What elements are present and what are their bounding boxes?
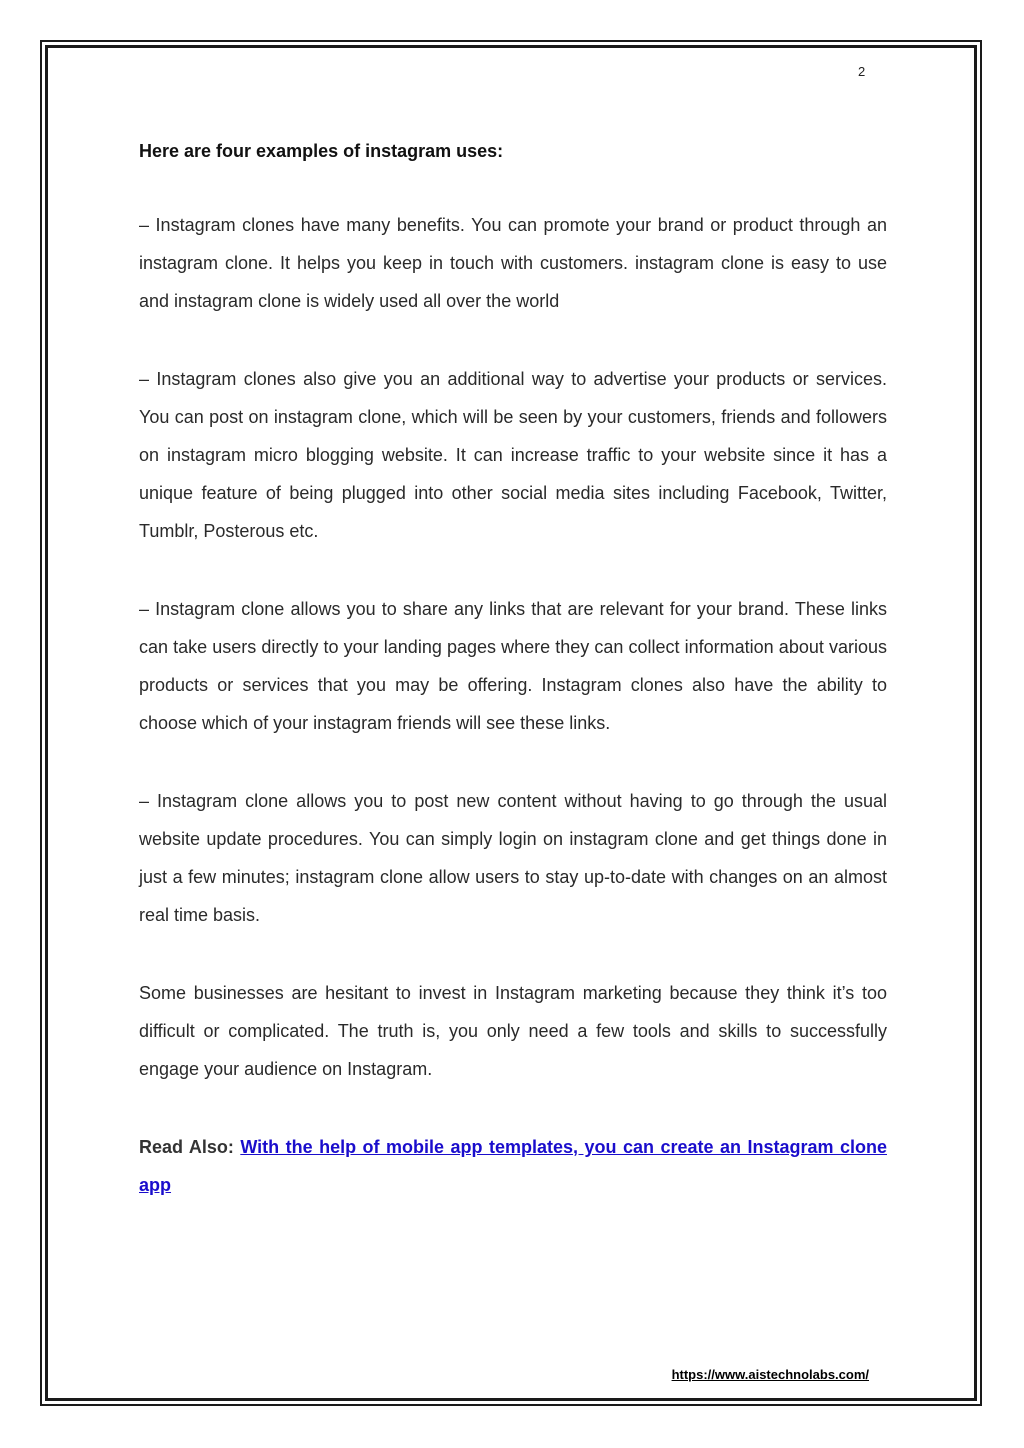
paragraph-3: – Instagram clone allows you to share any links that are relevant for your brand. These links can take users directly to your landing pages where they can collect information about various products or services that you may be offering. Instagram clones also have the ability to choose which of your instagram friends will see these links. (139, 599, 887, 733)
paragraph-5: Some businesses are hesitant to invest in Instagram marketing because they think it’s too difficult or complicated. The truth is, you only need a few tools and skills to successfully engage your audience on Instagram. (139, 983, 887, 1079)
section-heading: Here are four examples of instagram uses: (139, 141, 504, 161)
paragraph-2: – Instagram clones also give you an additional way to advertise your products or services. You can post on instagram clone, which will be seen by your customers, friends and followers on instagram micro blogging website. It can increase traffic to your website since it has a unique feature of being plugged into other social media sites including Facebook, Twitter, Tumblr, Posterous etc. (139, 369, 887, 541)
read-also (139, 1128, 887, 1204)
page-number: 2 (858, 64, 866, 79)
paragraph-4: – Instagram clone allows you to post new content without having to go through the usual website update procedures. You can simply login on instagram clone and get things done in just a few minutes; instagram clone allow users to stay up-to-date with changes on an almost real time basis. (139, 791, 887, 925)
document-body (139, 136, 887, 1204)
footer-website-link[interactable]: https://www.aistechnolabs.com/ (671, 1367, 869, 1382)
paragraph-1: – Instagram clones have many benefits. You can promote your brand or product through an instagram clone. It helps you keep in touch with customers. instagram clone is easy to use and instagram clone is widely used all over the world (139, 215, 887, 311)
read-also-link[interactable]: With the help of mobile app templates, you can create an Instagram clone app (139, 1137, 887, 1195)
read-also-label: Read Also: (139, 1137, 234, 1157)
